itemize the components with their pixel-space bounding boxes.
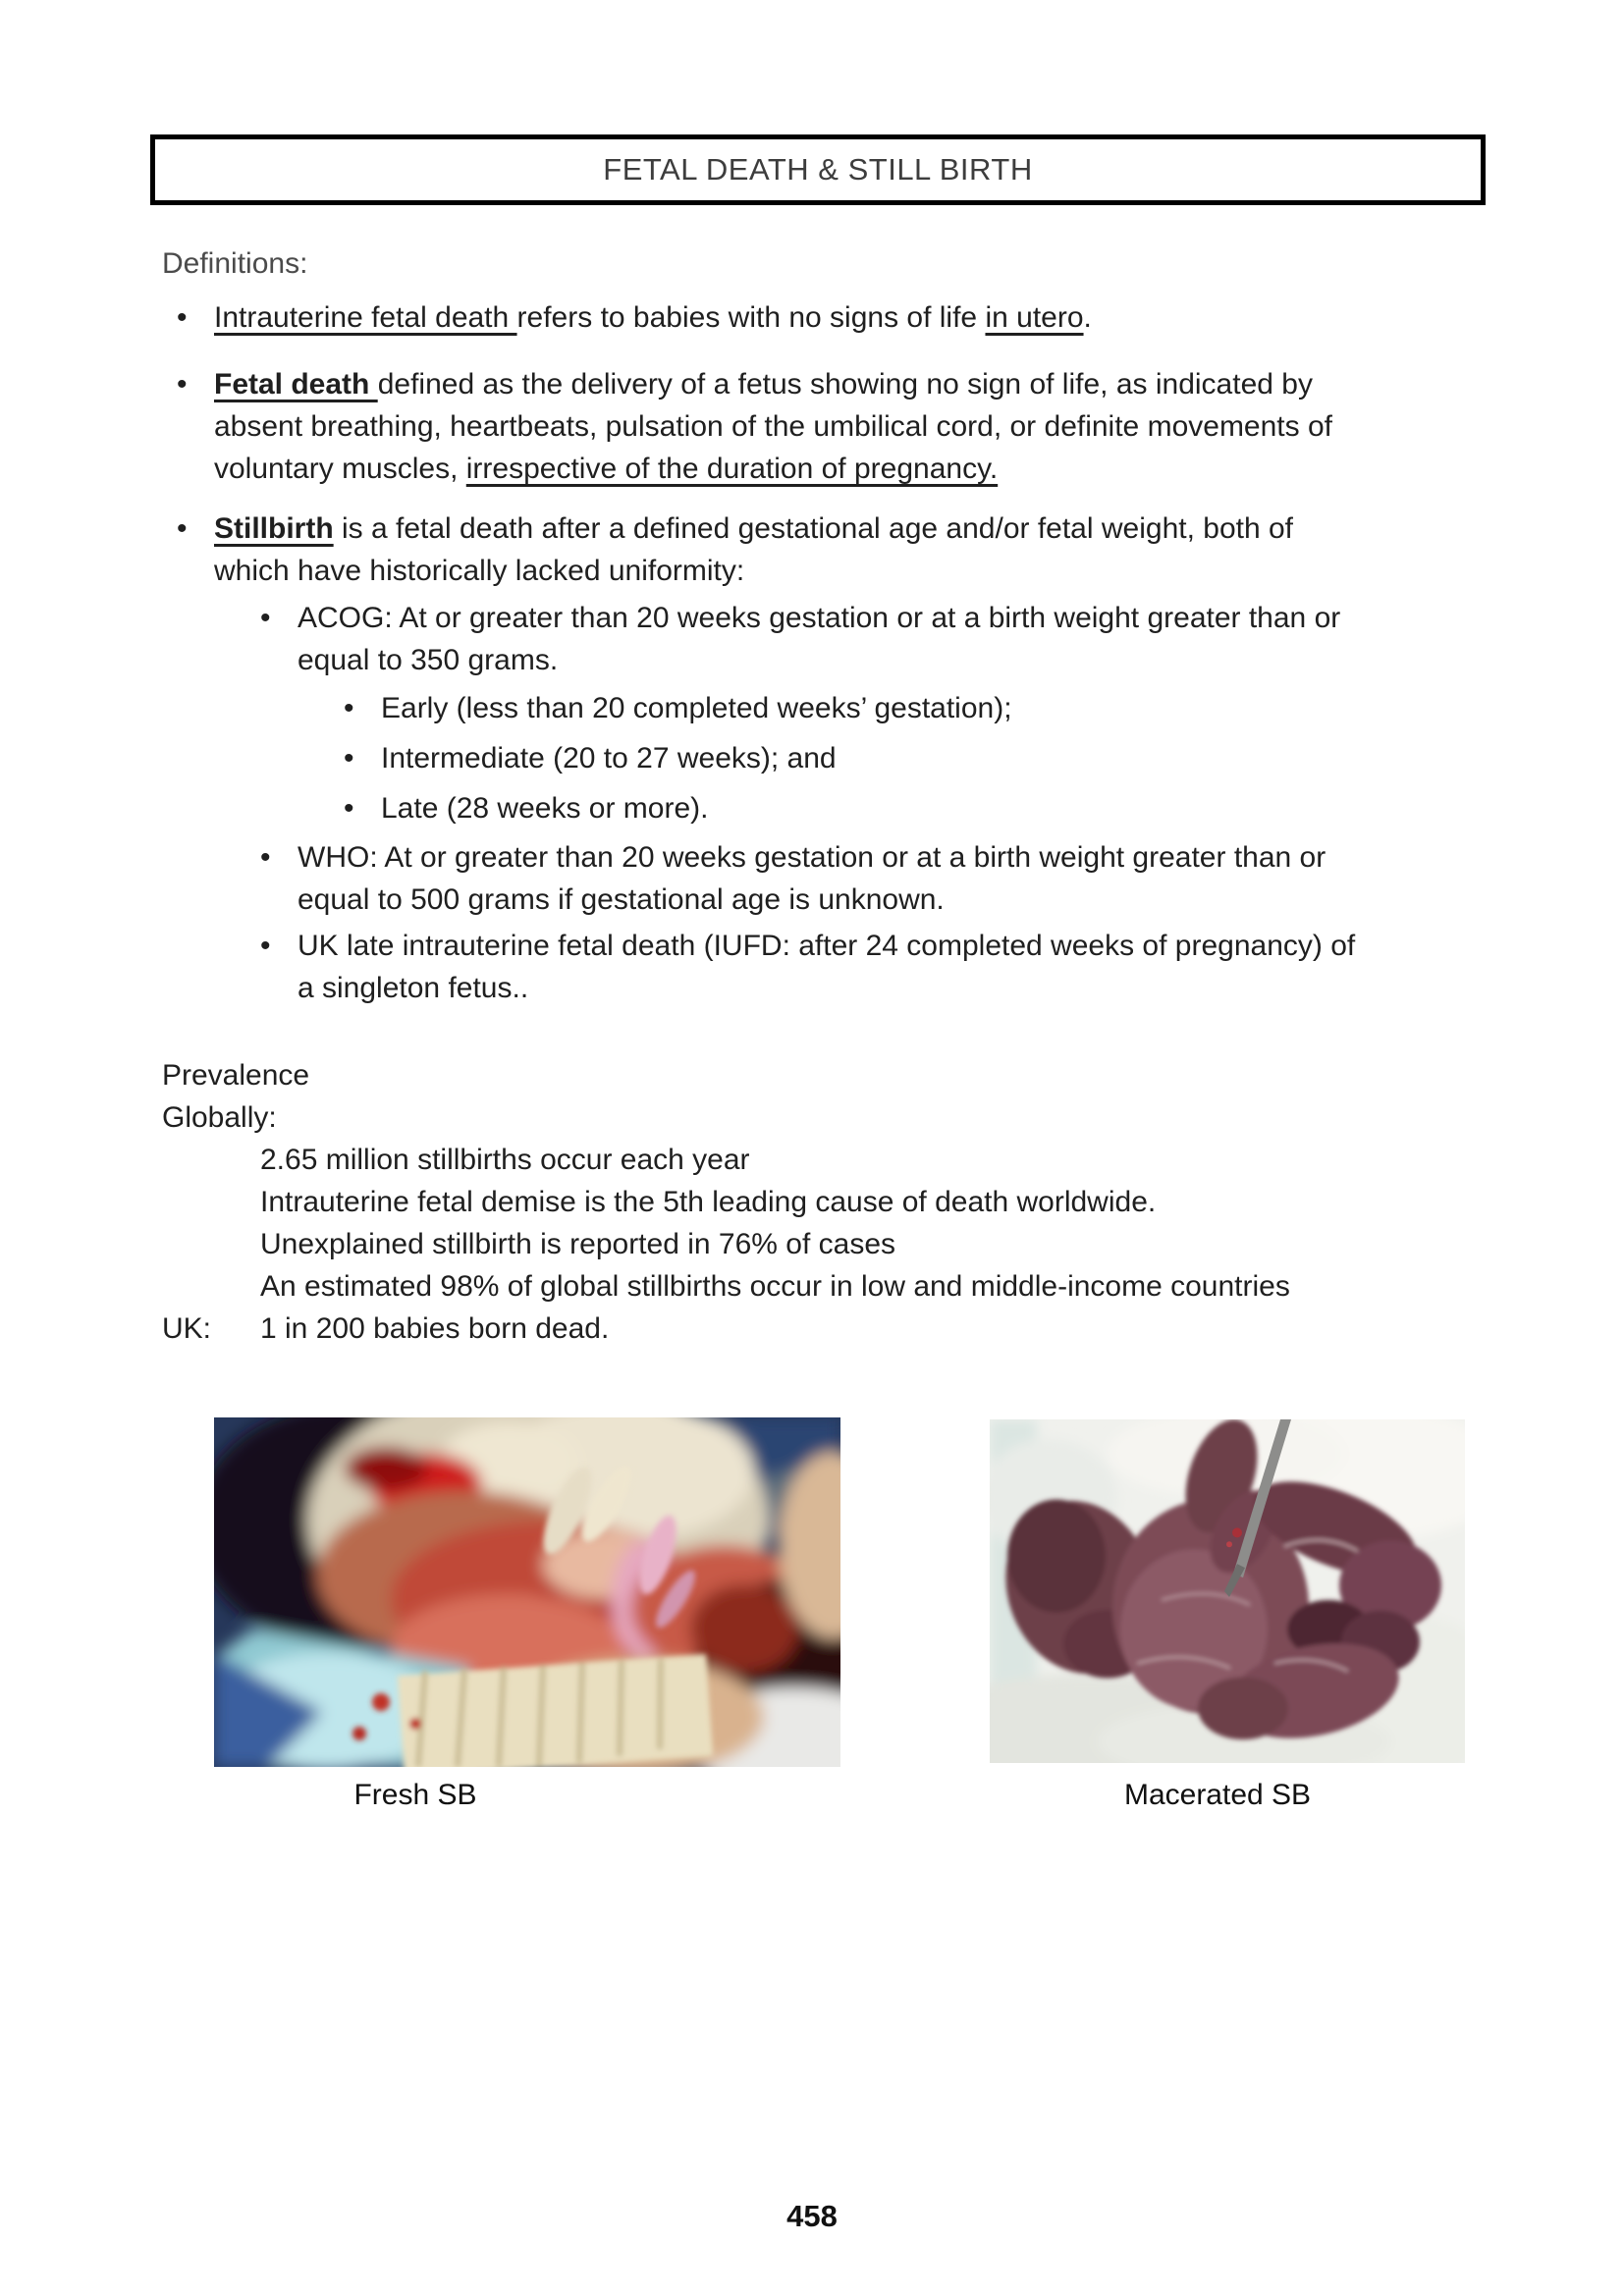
definition-fetal-death: • Fetal death defined as the delivery of a fetus showing no sign of life, as indicated by absent breathing, heartbeats, pulsation of the umbilical cord, or definite movements of voluntary muscles, irrespective of the duration of pregnancy.	[162, 363, 1497, 490]
page-title-box	[150, 134, 1486, 205]
fresh-caption: Fresh SB	[353, 1779, 477, 1811]
prevalence-stat: Unexplained stillbirth is reported in 76% of cases	[260, 1228, 896, 1260]
sub-definition-who: • WHO: At or greater than 20 weeks gestation or at a birth weight greater than or equal to 500 grams if gestational age is unknown.	[162, 836, 1497, 921]
page-number: 458	[786, 2199, 838, 2233]
classification-intermediate: • Intermediate (20 to 27 weeks); and	[162, 737, 1497, 779]
definition-stillbirth: • Stillbirth is a fetal death after a defined gestational age and/or fetal weight, both of which have historically lacked uniformity:	[162, 507, 1497, 592]
classification-late: • Late (28 weeks or more).	[162, 787, 1497, 829]
prevalence-uk-row	[162, 1308, 1497, 1350]
definition-intrauterine: • Intrauterine fetal death refers to babies with no signs of life in utero.	[162, 296, 1497, 339]
page-title: FETAL DEATH & STILL BIRTH	[603, 152, 1033, 187]
classification-early: • Early (less than 20 completed weeks’ gestation);	[162, 687, 1497, 729]
macerated-stillbirth-photo-art	[990, 1419, 1465, 1763]
prevalence-section	[162, 1054, 1497, 1350]
sub-definition-uk-iufd: • UK late intrauterine fetal death (IUFD: after 24 completed weeks of pregnancy) of a singleton fetus..	[162, 925, 1497, 1009]
macerated-caption: Macerated SB	[1123, 1779, 1312, 1811]
fresh-stillbirth-photo-art	[214, 1417, 840, 1767]
fresh-stillbirth-photo	[214, 1417, 840, 1767]
prevalence-uk-value: 1 in 200 babies born dead.	[260, 1312, 610, 1345]
prevalence-globally-label: Globally:	[162, 1101, 277, 1134]
definitions-heading: Definitions:	[162, 247, 308, 280]
prevalence-stat: Intrauterine fetal demise is the 5th leading cause of death worldwide.	[260, 1186, 1157, 1218]
macerated-stillbirth-photo	[990, 1419, 1465, 1763]
prevalence-stat: An estimated 98% of global stillbirths occur in low and middle-income countries	[260, 1270, 1290, 1303]
prevalence-stat: 2.65 million stillbirths occur each year	[260, 1144, 750, 1176]
page-content	[162, 242, 1497, 1350]
prevalence-heading: Prevalence	[162, 1059, 310, 1092]
prevalence-uk-label: UK:	[162, 1312, 212, 1345]
sub-definition-acog: • ACOG: At or greater than 20 weeks gestation or at a birth weight greater than or equal to 350 grams.	[162, 597, 1497, 681]
